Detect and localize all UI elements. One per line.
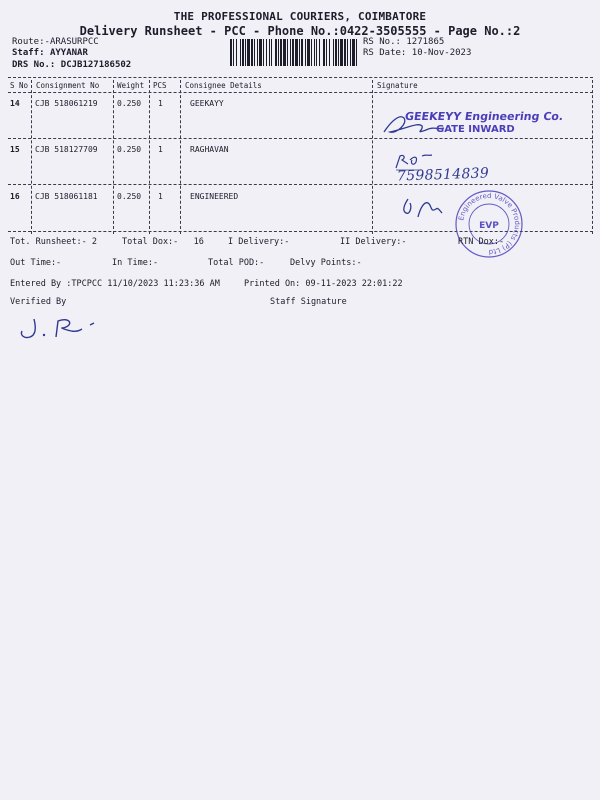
out-time: Out Time:- — [10, 258, 62, 268]
row-consignment: CJB 518061181 — [35, 192, 98, 201]
seal-center-text: EVP — [479, 221, 499, 231]
column-header-signature: Signature — [377, 81, 418, 90]
rs-date-value: 10-Nov-2023 — [411, 48, 472, 58]
rs-no-line — [363, 37, 444, 47]
row-consignment: CJB 518061219 — [35, 99, 98, 108]
drs-line — [12, 60, 131, 70]
row-consignment: CJB 518127709 — [35, 145, 98, 154]
row-sno: 15 — [10, 145, 20, 154]
row-weight: 0.250 — [117, 192, 142, 201]
column-divider — [149, 80, 150, 234]
row-pcs: 1 — [158, 99, 163, 108]
column-divider — [592, 80, 593, 234]
route-value: ARASURPCC — [49, 37, 99, 47]
column-divider — [372, 80, 373, 234]
column-divider — [113, 80, 114, 234]
rs-date-label: RS Date: — [363, 48, 407, 58]
total-dox-label: Total Dox:- — [122, 237, 179, 247]
row-consignee: ENGINEERED — [190, 192, 239, 201]
staff-line — [12, 48, 88, 58]
row-pcs: 1 — [158, 192, 163, 201]
rs-no-label: RS No.: — [363, 37, 401, 47]
stamp-geekeyy-name: GEEKEYY Engineering Co. — [404, 110, 565, 123]
handwritten-phone: 7598514839 — [396, 165, 490, 185]
row-consignee: RAGHAVAN — [190, 145, 229, 154]
tot-runsheet: Tot. Runsheet:- 2 — [10, 237, 97, 247]
barcode — [230, 39, 358, 66]
column-header-consignee: Consignee Details — [185, 81, 262, 90]
runsheet-subtitle: Delivery Runsheet - PCC - Phone No.:0422-3505555 - Page No.:2 — [79, 24, 521, 38]
evp-seal — [448, 190, 530, 260]
route-label: Route:- — [12, 37, 50, 47]
company-title: THE PROFESSIONAL COURIERS, COIMBATORE — [173, 10, 427, 23]
total-dox-value: 16 — [193, 237, 204, 247]
in-time: In Time:- — [112, 258, 159, 268]
column-header-consignment: Consignment No — [36, 81, 100, 90]
printed-on: Printed On: 09-11-2023 22:01:22 — [244, 279, 403, 289]
route-line — [12, 37, 99, 47]
drs-label: DRS No.: — [12, 60, 56, 70]
table-top-rule — [8, 77, 593, 78]
i-delivery: I Delivery:- — [228, 237, 290, 247]
entered-by: Entered By :TPCPCC 11/10/2023 11:23:36 AM — [10, 279, 220, 289]
stamp-gate-inward: GATE INWARD — [436, 124, 515, 135]
row-pcs: 1 — [158, 145, 163, 154]
staff-signature: Staff Signature — [270, 297, 347, 307]
rs-date-line — [363, 48, 471, 58]
rtn-dox: RTN Dox:- — [458, 237, 505, 247]
column-header-pcs: PCS — [153, 81, 167, 90]
signature-engineered — [398, 195, 453, 220]
seal-ring-text: Engineered Valve Products (P) Ltd — [457, 191, 522, 257]
barcode-bar — [356, 39, 357, 66]
total-pod: Total POD:- — [208, 258, 265, 268]
staff-value: AYYANAR — [49, 48, 88, 58]
ii-delivery: II Delivery:- — [340, 237, 407, 247]
table-header-rule — [8, 92, 593, 93]
rs-no-value: 1271865 — [406, 37, 445, 47]
verifier-initials — [16, 315, 106, 343]
row-divider — [8, 184, 593, 185]
column-divider — [31, 80, 32, 234]
row-weight: 0.250 — [117, 99, 142, 108]
row-sno: 16 — [10, 192, 20, 201]
column-divider — [180, 80, 181, 234]
drs-value: DCJB127186502 — [60, 60, 132, 70]
staff-label: Staff: — [12, 48, 45, 58]
row-consignee: GEEKAYY — [190, 99, 224, 108]
row-weight: 0.250 — [117, 145, 142, 154]
verified-by: Verified By — [10, 297, 67, 307]
column-header-sno: S No — [10, 81, 29, 90]
total-dox — [122, 237, 204, 247]
delvy-points: Delvy Points:- — [290, 258, 362, 268]
column-header-weight: Weight — [117, 81, 145, 90]
row-sno: 14 — [10, 99, 20, 108]
